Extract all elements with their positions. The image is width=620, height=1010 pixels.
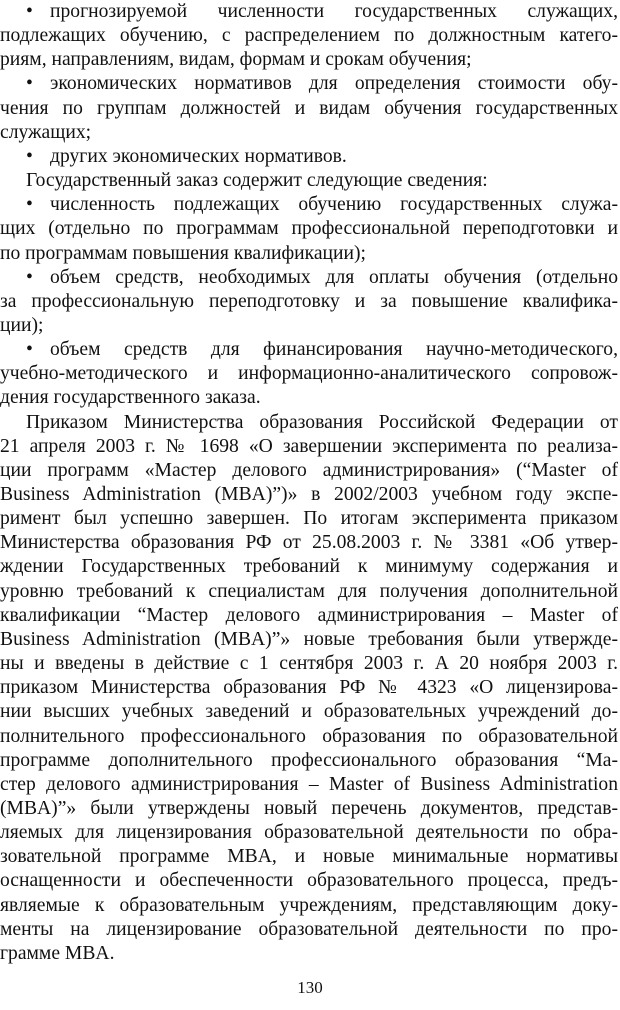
text-line: (MBA)”» были утверждены новый перечень документов, представ- xyxy=(0,797,618,819)
text-line: • объем средств, необходимых для оплаты обучения (отдельно xyxy=(0,266,618,290)
text-line: щих (отдельно по программам профессиональной переподготовки и xyxy=(0,218,618,240)
text-line: менты на лицензирование образовательной деятельности по про- xyxy=(0,918,618,940)
text-line: Business Administration (MBA)”)» в 2002/2003 учебном году экспе- xyxy=(0,484,618,505)
text-line: программе дополнительного профессионального образования “Ма- xyxy=(0,749,618,771)
text-line: Министерства образования РФ от 25.08.2003 г. № 3381 «Об утвер- xyxy=(0,532,618,554)
bullet-icon: • xyxy=(26,339,33,361)
text-line: 21 апреля 2003 г. № 1698 «О завершении эксперимента по реализа- xyxy=(0,435,618,457)
text-line: стер делового администрирования – Master of Business Administration xyxy=(0,773,618,795)
text-line: учебно-методического и информационно-аналитического сопровож- xyxy=(0,363,618,385)
text-line: Государственный заказ содержит следующие сведения: xyxy=(26,170,488,192)
text-line: чения по группам должностей и видам обучения государственных xyxy=(0,97,618,119)
text-line: полнительного профессионального образования по образовательной xyxy=(0,725,618,747)
text-line: • экономических нормативов для определения стоимости обу- xyxy=(0,72,618,96)
bullet-icon: • xyxy=(26,73,33,95)
text-line: ны и введены в действие с 1 сентября 2003 г. А 20 ноября 2003 г. xyxy=(0,653,618,675)
bullet-icon: • xyxy=(26,194,33,216)
text-line: ции программ «Мастер делового администрирования» (“Master of xyxy=(0,459,618,481)
text-line: ляемых для лицензирования образовательной деятельности по обра- xyxy=(0,822,618,844)
text-line: грамме MBA. xyxy=(0,942,115,964)
bullet-icon: • xyxy=(26,1,33,22)
text-line: • прогнозируемой численности государственных служащих, xyxy=(0,0,618,24)
text-line: • объем средств для финансирования научно-методического, xyxy=(0,338,618,362)
text-line: • других экономических нормативов. xyxy=(0,145,618,169)
bullet-icon: • xyxy=(26,266,33,288)
text-line: Business Administration (MBA)”» новые требования были утвержде- xyxy=(0,628,618,650)
text-line: за профессиональную переподготовку и за повышение квалифика- xyxy=(0,290,618,312)
text-line: оснащенности и обеспеченности образовательного процесса, предъ- xyxy=(0,870,618,892)
text-line: нии высших учебных заведений и образовательных учреждений до- xyxy=(0,701,618,723)
text-line: подлежащих обучению, с распределением по должностным катего- xyxy=(0,25,618,47)
text-line: дения государственного заказа. xyxy=(0,387,261,409)
text-line: ции); xyxy=(0,314,44,336)
text-line: являемые к образовательным учреждениям, представляющим доку- xyxy=(0,894,618,916)
text-line: риям, направлениям, видам, формам и срокам обучения; xyxy=(0,49,472,71)
text-line: зовательной программе MBA, и новые минимальные нормативы xyxy=(0,846,618,868)
text-line: квалификации “Мастер делового администрирования – Master of xyxy=(0,604,618,626)
text-line: уровню требований к специалистам для получения дополнительной xyxy=(0,580,618,602)
text-line: Приказом Министерства образования Российской Федерации от xyxy=(26,411,618,433)
text-line: по программам повышения квалификации); xyxy=(0,242,366,264)
text-line: служащих; xyxy=(0,121,92,143)
text-line: приказом Министерства образования РФ № 4323 «О лицензирова- xyxy=(0,677,618,699)
text-line: римент был успешно завершен. По итогам эксперимента приказом xyxy=(0,508,618,530)
text-line: ждении Государственных требований к минимуму содержания и xyxy=(0,556,618,578)
page-number: 130 xyxy=(297,978,323,997)
text-line: • численность подлежащих обучению государственных служа- xyxy=(0,193,618,217)
bullet-icon: • xyxy=(26,145,33,167)
